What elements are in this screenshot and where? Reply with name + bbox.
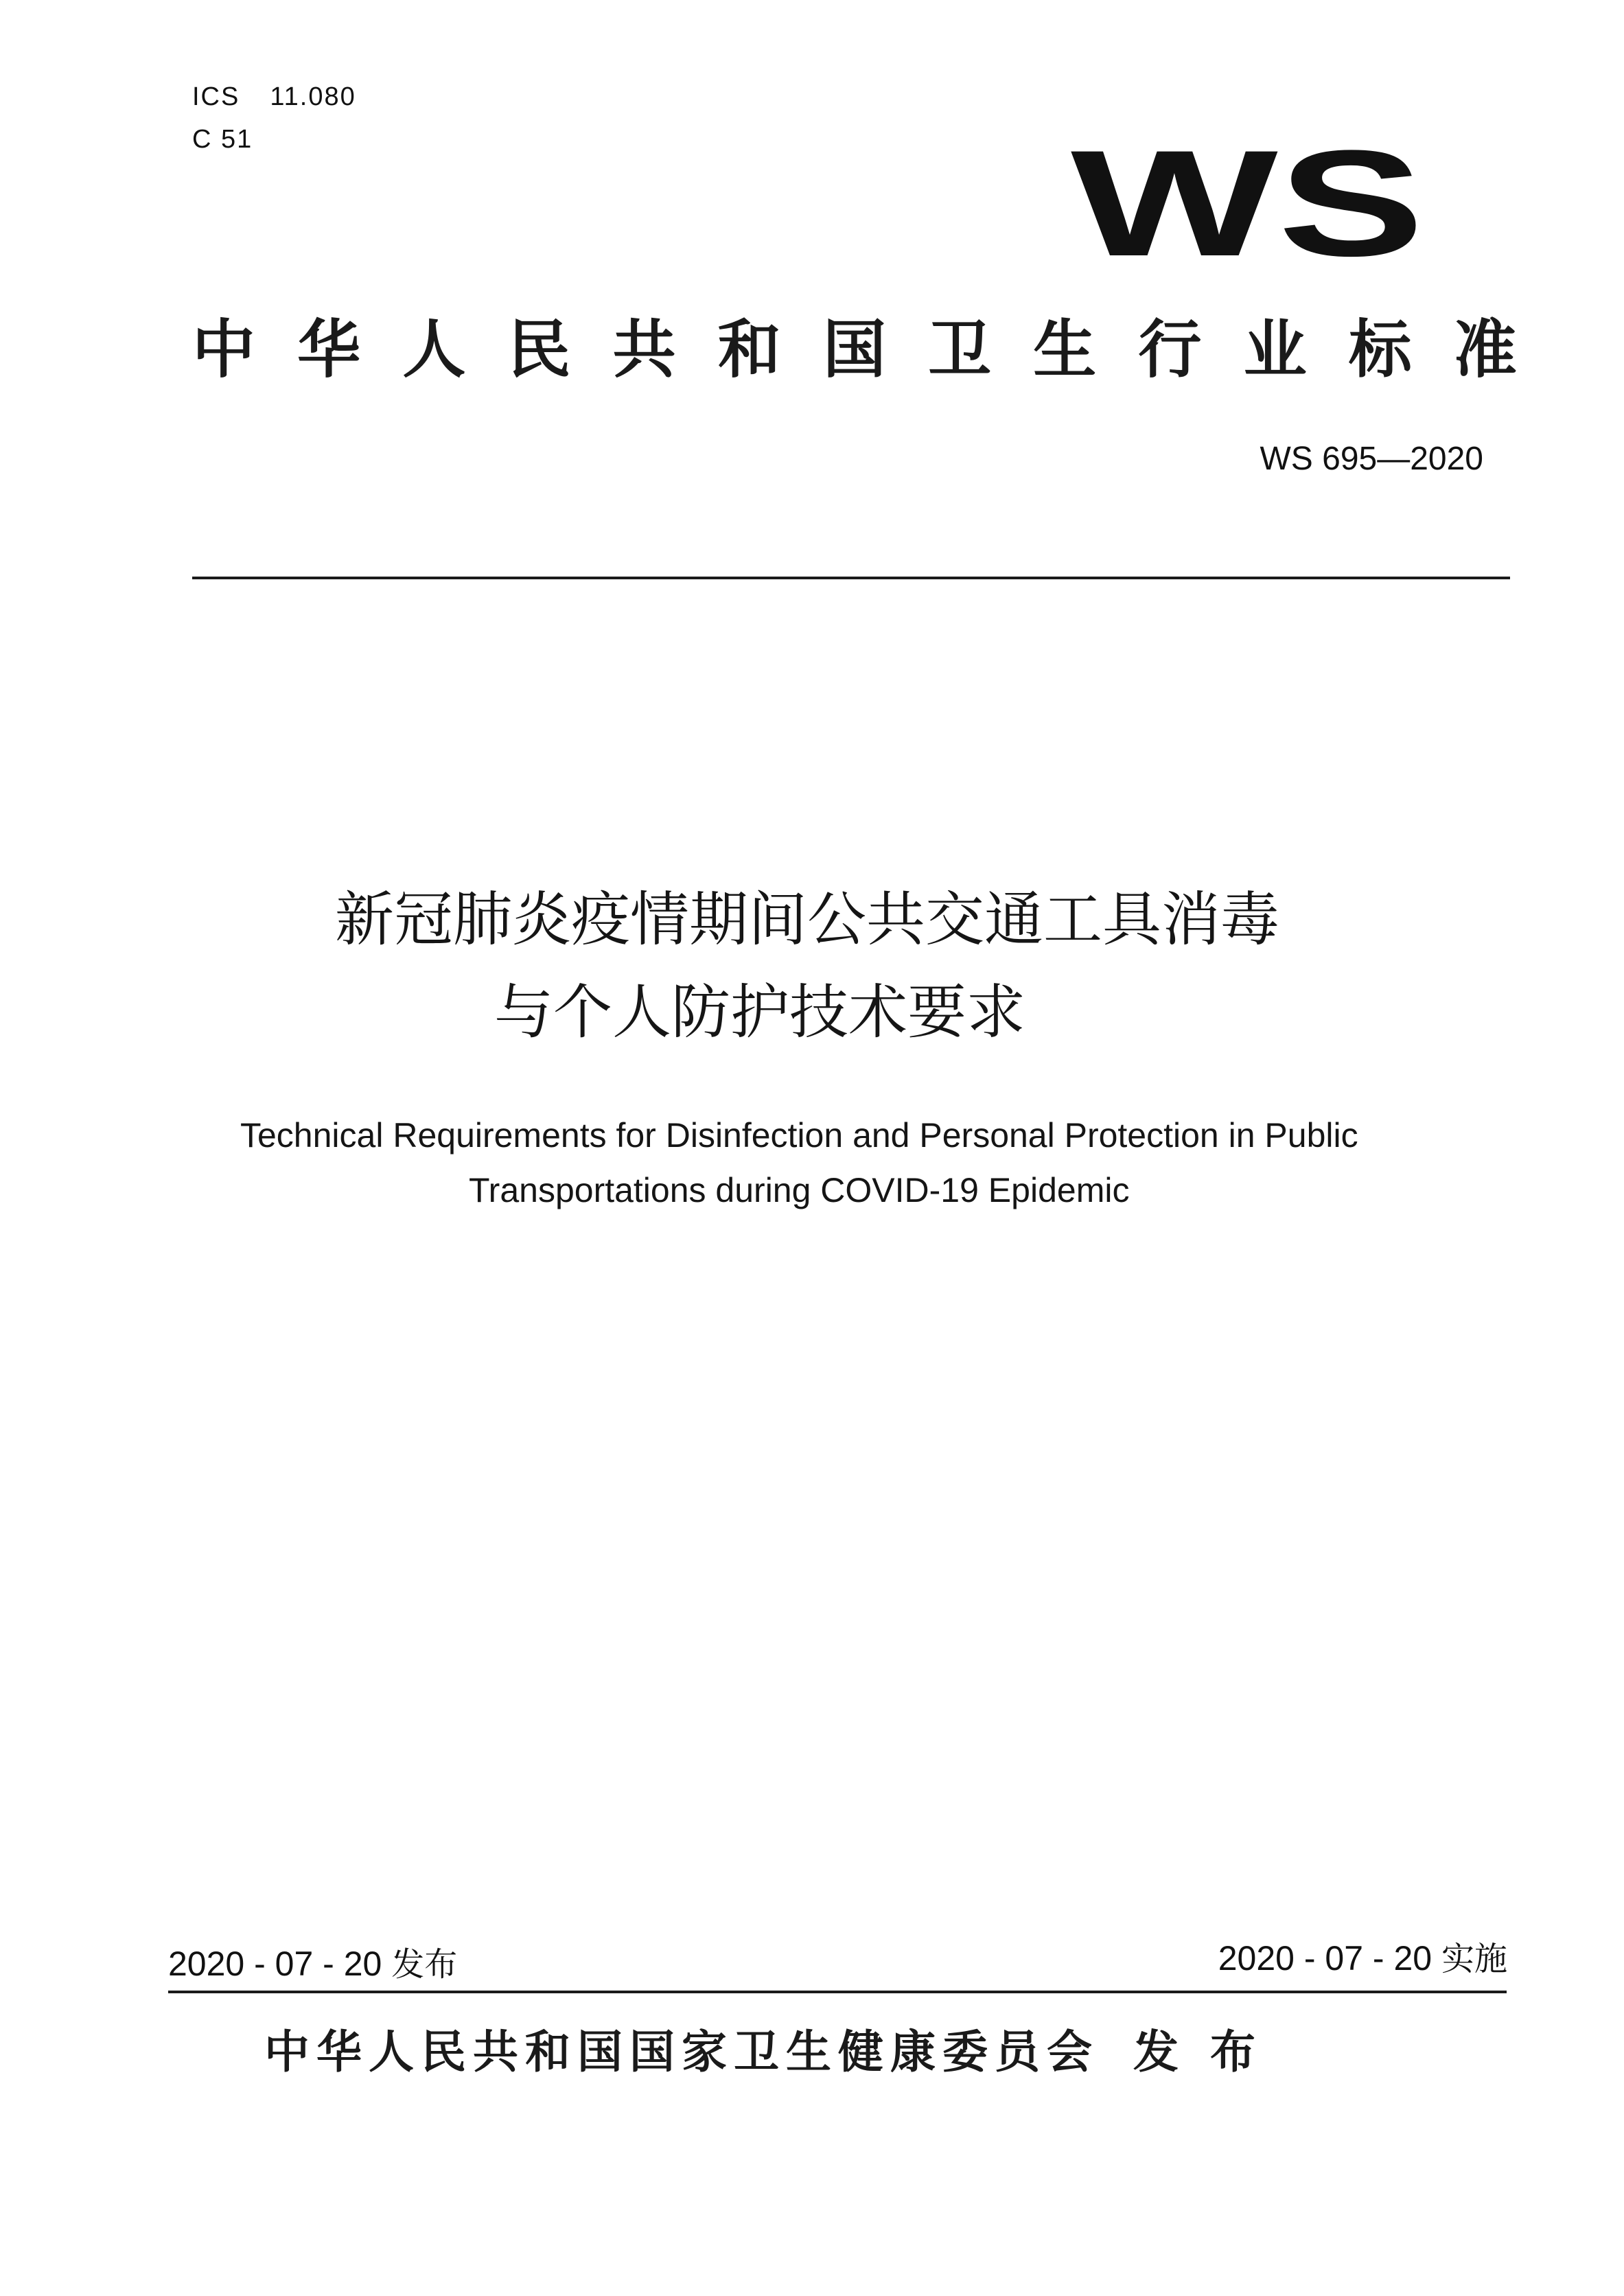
category-char: 国 bbox=[822, 313, 886, 386]
ccs-value: 51 bbox=[221, 125, 253, 154]
ws-logo-text: WS bbox=[1071, 137, 1424, 275]
bottom-divider bbox=[168, 1991, 1507, 1993]
category-char: 卫 bbox=[928, 313, 992, 386]
title-en-line-2: Transportations during COVID-19 Epidemic bbox=[469, 1171, 1130, 1209]
ics-label: ICS bbox=[192, 82, 240, 111]
ws-logo bbox=[1071, 137, 1428, 275]
category-char: 共 bbox=[612, 313, 676, 386]
ics-value: 11.080 bbox=[270, 82, 356, 111]
standard-category bbox=[192, 312, 1517, 388]
implement-date: 2020 - 07 - 20 bbox=[1218, 1939, 1432, 1978]
category-char: 人 bbox=[402, 313, 466, 386]
title-en-line-1: Technical Requirements for Disinfection and Personal Protection in Public bbox=[240, 1116, 1358, 1155]
top-divider bbox=[192, 577, 1510, 579]
title-cn-line-2: 与个人防护技术要求 bbox=[494, 978, 1025, 1047]
standard-number: WS 695—2020 bbox=[1260, 441, 1483, 477]
category-char: 生 bbox=[1033, 313, 1097, 386]
title-cn-line-1: 新冠肺炎疫情期间公共交通工具消毒 bbox=[335, 885, 1279, 954]
ccs-code bbox=[192, 124, 253, 155]
issuer-name: 中华人民共和国国家卫生健康委员会 bbox=[264, 2026, 1099, 2078]
category-char: 中 bbox=[192, 313, 256, 386]
ics-code bbox=[192, 81, 356, 113]
issuer-action: 发布 bbox=[1133, 2026, 1287, 2078]
implement-label: 实施 bbox=[1441, 1940, 1507, 1978]
implement-date-line bbox=[1218, 1937, 1507, 1980]
issue-label: 发布 bbox=[391, 1945, 458, 1984]
category-char: 民 bbox=[507, 313, 571, 386]
category-char: 行 bbox=[1138, 313, 1202, 386]
category-char: 华 bbox=[297, 313, 361, 386]
issuer-line bbox=[264, 2024, 1287, 2081]
issue-date: 2020 - 07 - 20 bbox=[168, 1945, 382, 1983]
issue-date-line bbox=[168, 1943, 457, 1986]
category-char: 准 bbox=[1453, 313, 1517, 386]
ccs-label: C bbox=[192, 125, 213, 154]
category-char: 和 bbox=[717, 313, 781, 386]
category-char: 业 bbox=[1243, 313, 1307, 386]
category-char: 标 bbox=[1348, 313, 1412, 386]
